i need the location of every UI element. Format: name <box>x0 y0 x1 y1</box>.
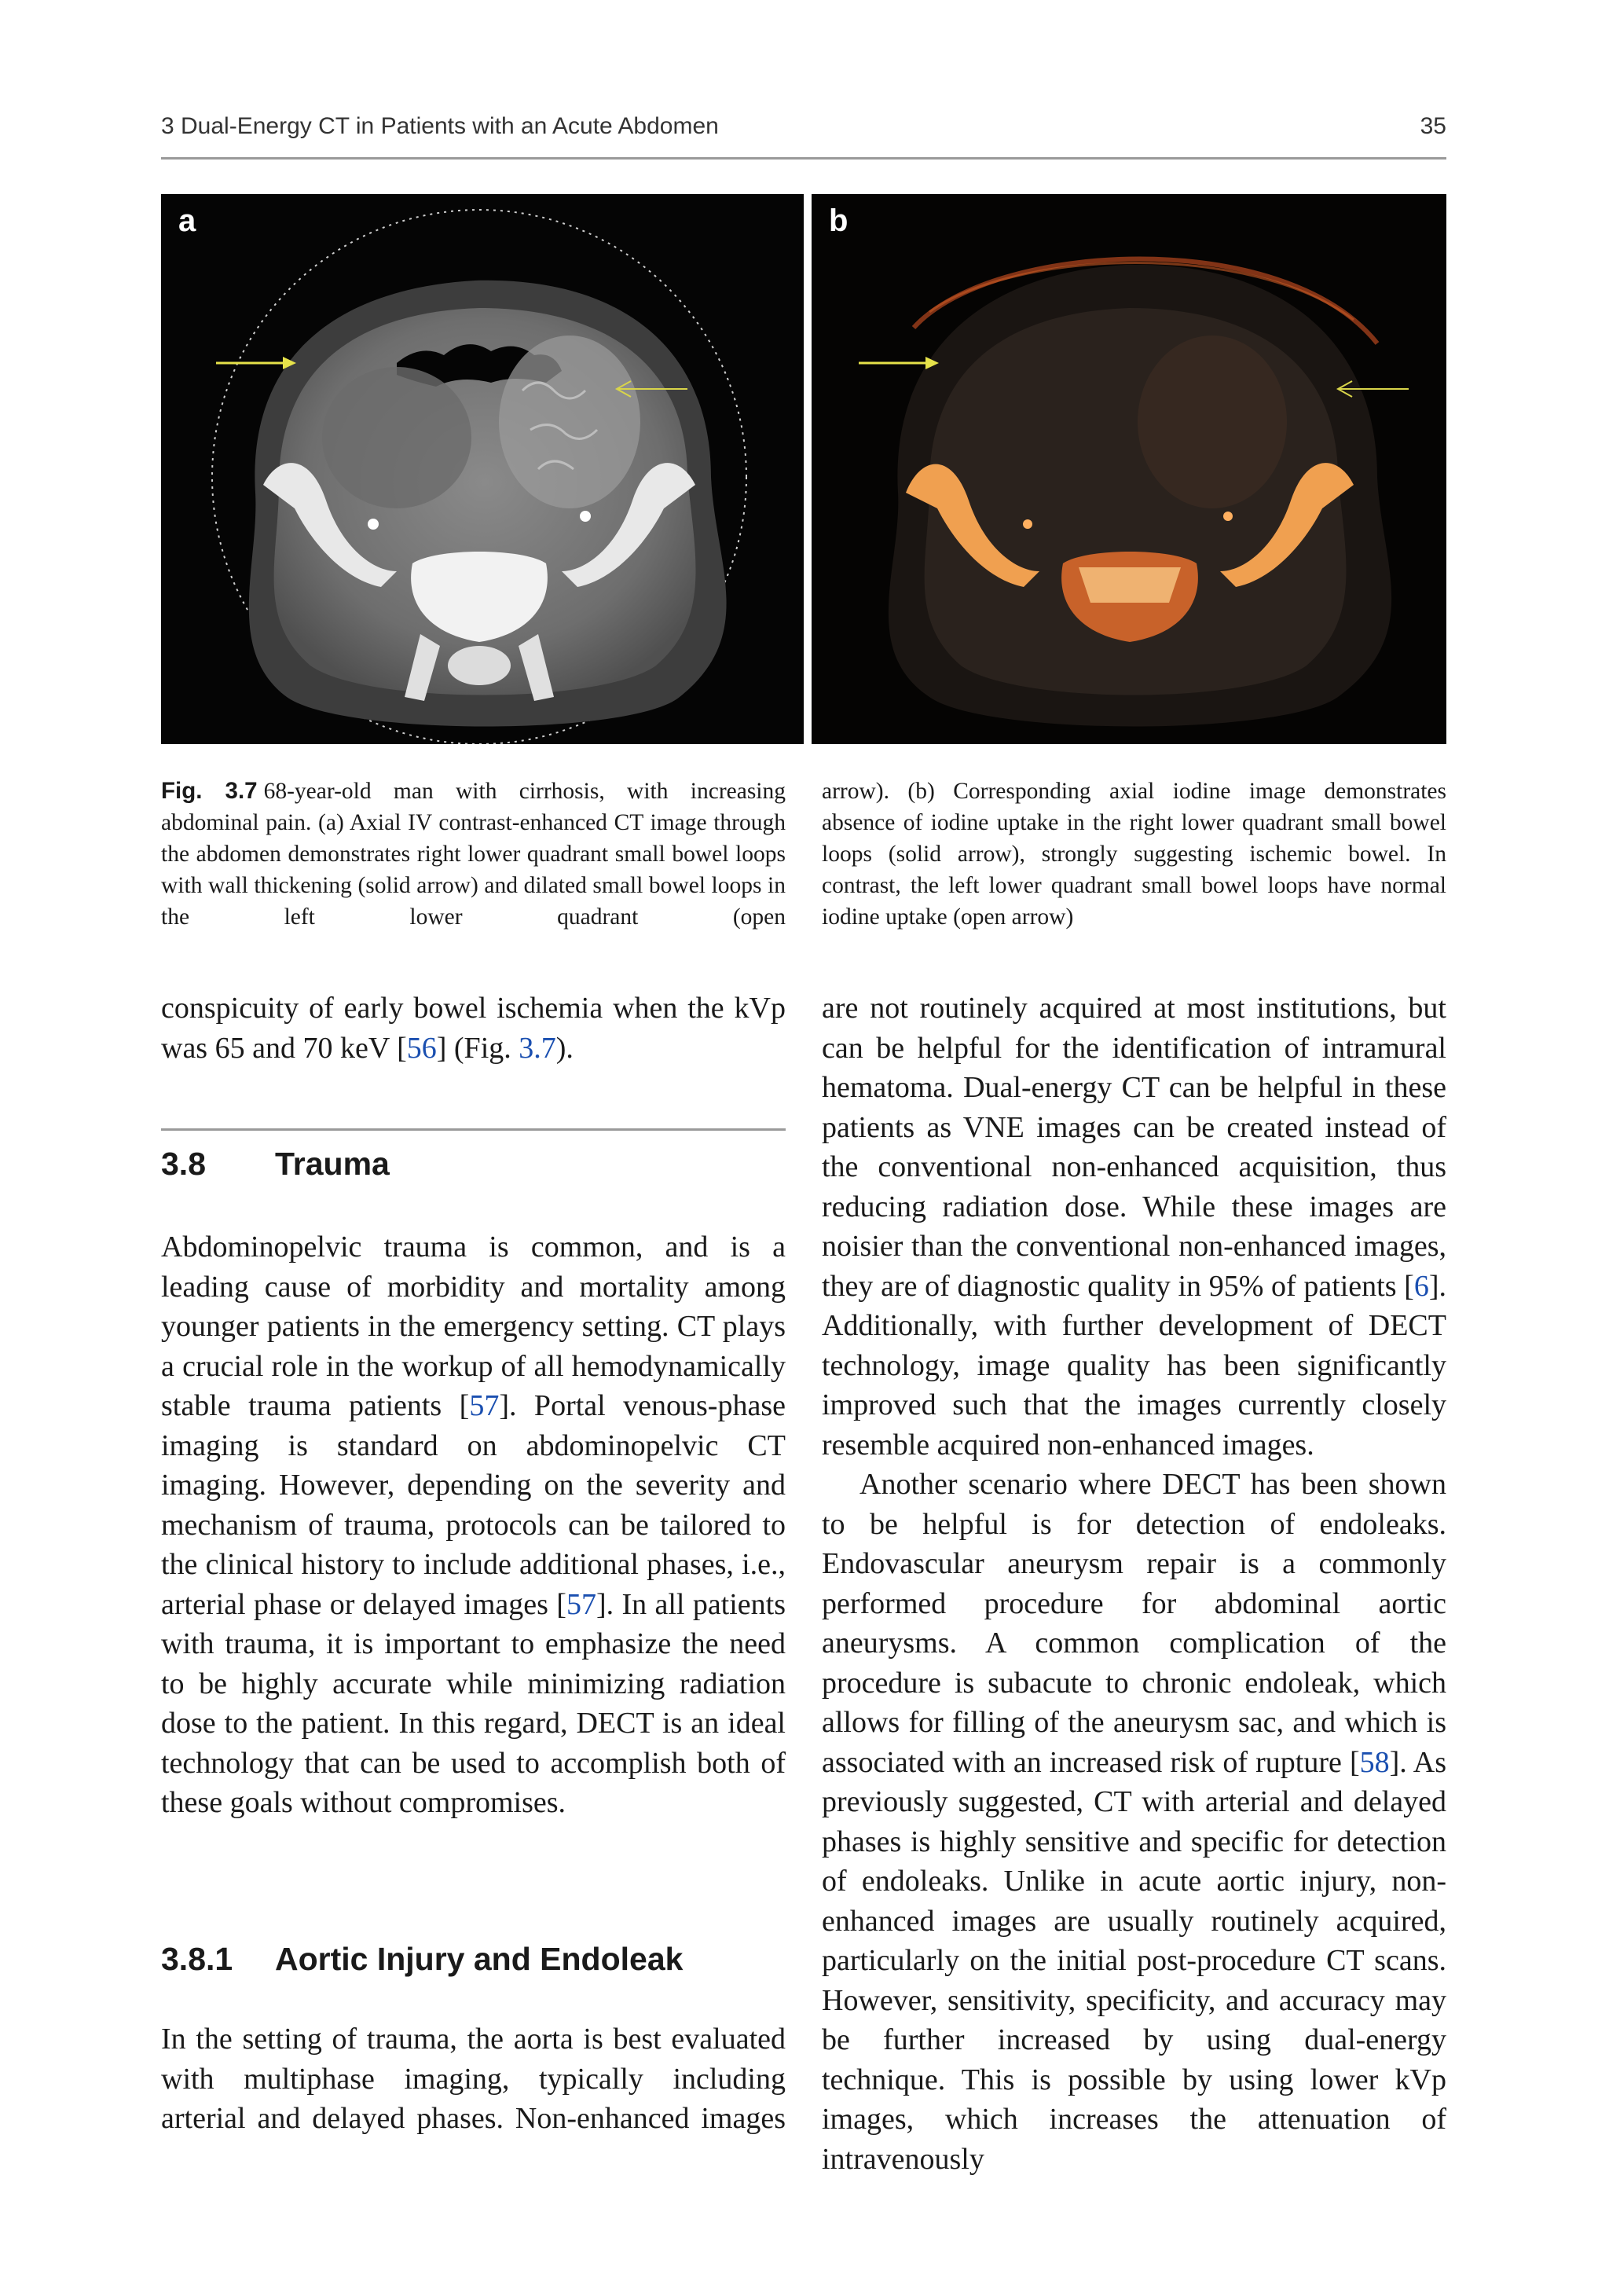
citation-link[interactable]: 56 <box>406 1031 437 1065</box>
body-text: In the setting of trauma, the aorta is best evaluated with multiphase imaging, typically including arterial and delayed phases. Non-enhanced images <box>161 2023 786 2135</box>
body-text: ]. Additionally, with further development of DECT technology, image quality has been significantly improved such that the images currently closely resemble acquired non-enhanced images. <box>822 1269 1446 1462</box>
chapter-title: 3 Dual-Energy CT in Patients with an Acute Abdomen <box>161 113 719 139</box>
right-paragraph-2 <box>822 1465 1446 2179</box>
right-column <box>822 988 1446 2179</box>
body-text: Abdominopelvic trauma is common, and is a leading cause of morbidity and mortality among younger patients in the emergency setting. CT plays a crucial role in the workup of all hemodynamically stable trauma patients [ <box>161 1231 786 1422</box>
right-paragraph-1 <box>822 988 1446 1465</box>
intro-text: conspicuity of early bowel ischemia when the kVp was 65 and 70 keV [ <box>161 992 786 1065</box>
intro-text: ). <box>555 1031 574 1065</box>
section-title: Trauma <box>275 1146 390 1182</box>
citation-link[interactable]: 57 <box>469 1389 500 1422</box>
body-text: ]. As previously suggested, CT with arterial and delayed phases is highly sensitive and specific for detection of endoleaks. Unlike in acute aortic injury, non-enhanced images are usually routinely acquired, particularly on the initial post-procedure CT scans. However, sensitivity, specificity, and accuracy may be further increased by using dual-energy technique. This is possible by using lower kVp images, which increases the attenuation of intravenously <box>822 1745 1446 2176</box>
figure-caption-right <box>822 776 1446 933</box>
caption-text-left: 68-year-old man with cirrhosis, with increasing abdominal pain. (a) Axial IV contrast-enhanced CT image through the abdomen demonstrates right lower quadrant small bowel loops with wall thickening (solid arrow) and dilated small bowel loops in the left lower quadrant (open <box>161 779 786 930</box>
figure-caption-left <box>161 776 786 933</box>
panel-b-label: b <box>829 204 848 238</box>
citation-link[interactable]: 6 <box>1413 1269 1429 1303</box>
subsection-number: 3.8.1 <box>161 1941 233 1977</box>
citation-link[interactable]: 58 <box>1359 1745 1390 1779</box>
figure-link[interactable]: 3.7 <box>519 1031 556 1065</box>
intro-text: ] (Fig. <box>436 1031 519 1065</box>
subsection-title: Aortic Injury and Endoleak <box>275 1941 684 1977</box>
ct-grayscale-image <box>161 194 804 744</box>
section-divider <box>161 1128 786 1131</box>
left-intro-paragraph <box>161 988 786 1068</box>
section-heading <box>161 1146 390 1183</box>
caption-text-right: arrow). (b) Corresponding axial iodine image demonstrates absence of iodine uptake in the right lower quadrant small bowel loops (solid arrow), strongly suggesting ischemic bowel. In contrast, the left lower quadrant small bowel loops have normal iodine uptake (open arrow) <box>822 779 1446 930</box>
panel-a-label: a <box>178 204 196 238</box>
body-text: ]. In all patients with trauma, it is important to emphasize the need to be highly accurate while minimizing radiation dose to the patient. In this regard, DECT is an ideal technology that can be used to accomplish both of these goals without compromises. <box>161 1587 786 1819</box>
aortic-paragraph <box>161 2019 786 2139</box>
figure-label: Fig. 3.7 <box>161 778 258 804</box>
body-text: ]. Portal venous-phase imaging is standard on abdominopelvic CT imaging. However, depending on the severity and mechanism of trauma, protocols can be tailored to the clinical history to include additional phases, i.e., arterial phase or delayed images [ <box>161 1389 786 1621</box>
ct-iodine-image <box>812 194 1446 744</box>
page-number: 35 <box>1420 113 1446 139</box>
figure-panel-b <box>812 194 1446 744</box>
citation-link[interactable]: 57 <box>566 1587 596 1621</box>
subsection-heading <box>161 1941 683 1978</box>
section-number: 3.8 <box>161 1146 206 1182</box>
figure-panel-a <box>161 194 804 744</box>
body-text: are not routinely acquired at most institutions, but can be helpful for the identification of intramural hematoma. Dual-energy CT can be helpful in these patients as VNE images can be created instead of the conventional non-enhanced acquisition, thus reducing radiation dose. While these images are noisier than the conventional non-enhanced images, they are of diagnostic quality in 95% of patients [ <box>822 992 1446 1303</box>
body-text: Another scenario where DECT has been shown to be helpful is for detection of endoleaks. Endovascular aneurysm repair is a commonly performed procedure for abdominal aortic aneurysms. A common complication of the procedure is subacute to chronic endoleak, which allows for filling of the aneurysm sac, and which is associated with an increased risk of rupture [ <box>822 1468 1446 1779</box>
running-header <box>161 110 1446 160</box>
trauma-paragraph <box>161 1227 786 1823</box>
